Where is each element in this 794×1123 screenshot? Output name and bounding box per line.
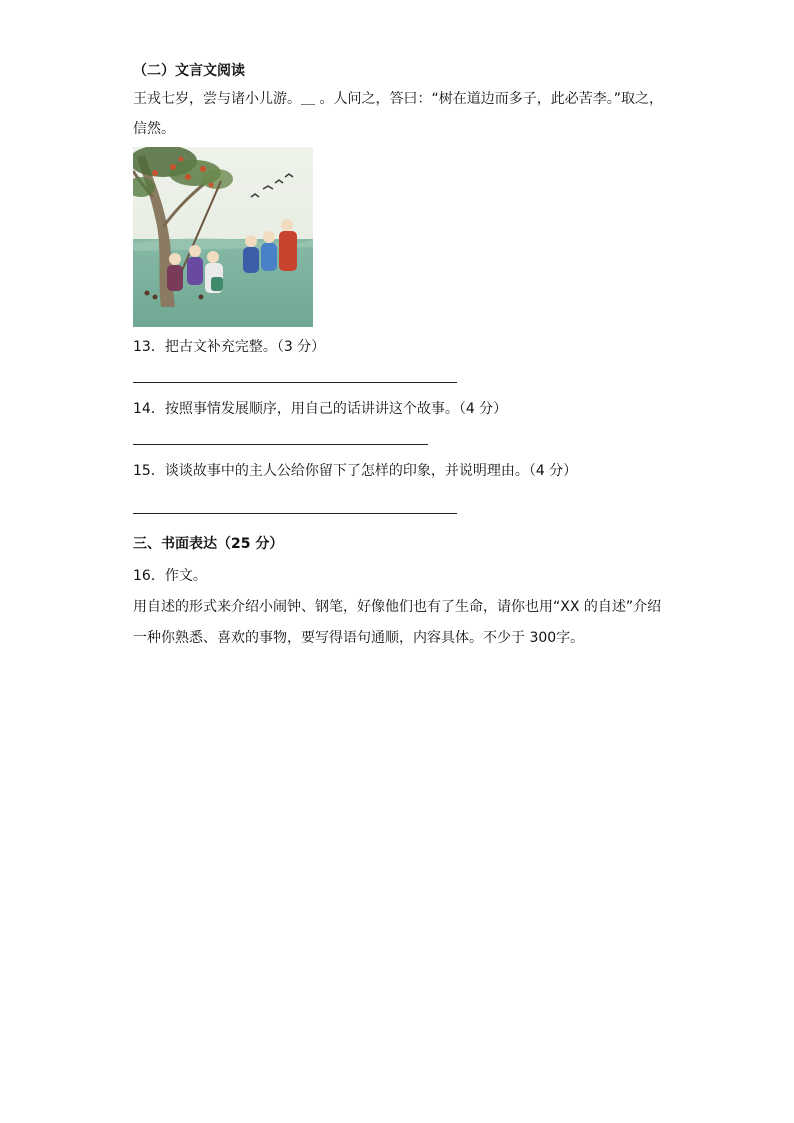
writing-section-heading: 三、书面表达（25 分）	[133, 536, 284, 552]
question-13: 13．把古文补充完整。（3 分）	[133, 339, 326, 355]
answer-line-15[interactable]	[133, 513, 457, 514]
answer-line-13[interactable]	[133, 382, 457, 383]
painting-children-plucking-plums-icon	[133, 147, 313, 327]
question-15: 15．谈谈故事中的主人公给你留下了怎样的印象，并说明理由。（4 分）	[133, 463, 578, 479]
passage-line-2: 信然。	[133, 121, 175, 137]
passage-line-1: 王戎七岁，尝与诸小儿游。＿ 。人问之，答曰：“树在道边而多子，此必苦李。”取之，	[133, 91, 663, 107]
writing-prompt-line-1: 用自述的形式来介绍小闹钟、钢笔，好像他们也有了生命，请你也用“XX 的自述”介绍	[133, 599, 662, 615]
answer-line-14[interactable]	[133, 444, 428, 445]
question-16: 16．作文。	[133, 568, 207, 584]
classical-reading-heading: （二）文言文阅读	[133, 63, 245, 79]
writing-prompt-line-2: 一种你熟悉、喜欢的事物，要写得语句通顺，内容具体。不少于 300字。	[133, 630, 585, 646]
question-14: 14．按照事情发展顺序，用自己的话讲讲这个故事。（4 分）	[133, 401, 508, 417]
